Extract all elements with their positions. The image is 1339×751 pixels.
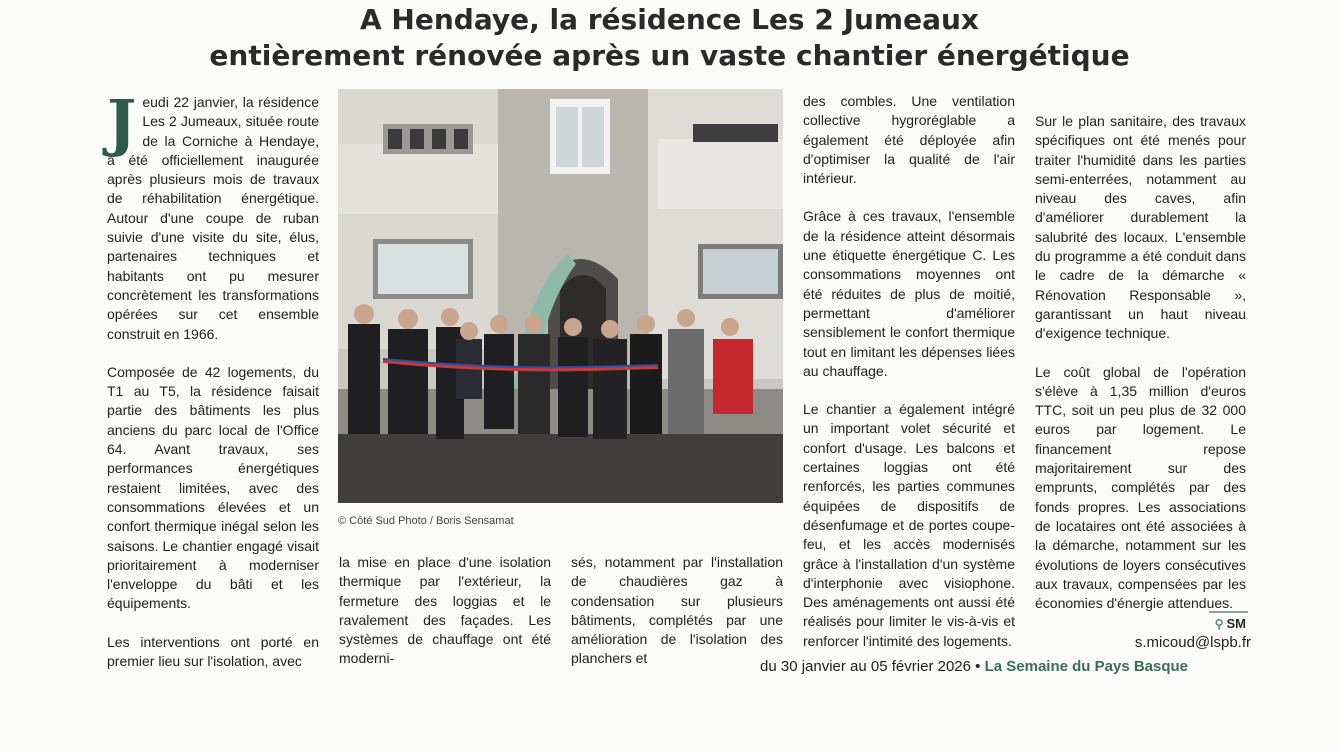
author-email: s.micoud@lspb.fr (1134, 634, 1251, 651)
issue-dates: du 30 janvier au 05 février 2026 (760, 658, 971, 675)
author-initials (1215, 616, 1246, 631)
publication-name: La Semaine du Pays Basque (984, 658, 1189, 675)
article-column-1 (107, 86, 319, 690)
paragraph-security: Le chantier a également intégré un important volet sécurité et confort d'usage. Les balcons et certaines loggias ont été renforcés, les parties communes équipées de dispositifs de désenfumage et de portes coupe-feu, et les accès modernisés grâce à l'installation d'un système d'interphonie avec visiophone. Des aménagements ont aussi été réalisés pour limiter le vis-à-vis et renforcer l'intimité des logements. (803, 401, 1015, 649)
paragraph-ventilation: des combles. Une ventilation collective hygroréglable a également été déployée afin d'optimiser la qualité de l'air intérieur. (803, 93, 1015, 187)
article-column-5 (1035, 112, 1246, 632)
leaf-icon: ⚲ (1214, 617, 1224, 631)
paragraph-interventions: Les interventions ont porté en premier lieu sur l'isolation, avec (107, 633, 319, 670)
inauguration-photo (338, 89, 783, 503)
article-column-3 (571, 553, 783, 688)
paragraph-residence: Composée de 42 logements, du T1 au T5, la résidence faisait partie des bâtiments les plus anciens du parc local de l'Office 64. Avant travaux, ses performances énergétiques restaient limitées, avec des consommations élevées et un confort thermique inégal selon les saisons. Le chantier engagé visait prioritairement à moderniser l'enveloppe du bâti et les équipements. (107, 363, 319, 612)
footer-separator: • (975, 658, 981, 675)
article-column-4 (803, 92, 1015, 670)
headline-line-2: entièrement rénovée après un vaste chantier énergétique (209, 39, 1130, 72)
photo-credit: © Côté Sud Photo / Boris Sensamat (338, 515, 514, 527)
article-headline (0, 2, 1339, 74)
author-initials-text: SM (1226, 616, 1246, 631)
headline-line-1: A Hendaye, la résidence Les 2 Jumeaux (360, 3, 979, 36)
paragraph-isolation: la mise en place d'une isolation thermique par l'extérieur, la fermeture des loggias et le ravalement des façades. Les systèmes de chauffage ont été moderni- (339, 554, 551, 667)
paragraph-chauffage: sés, notamment par l'installation de chaudières gaz à condensation sur plusieurs bâtiments, complétés par une amélioration de l'isolation des planchers et (571, 554, 783, 667)
paragraph-sanitary: Sur le plan sanitaire, des travaux spécifiques ont été menés pour traiter l'humidité dans les parties semi-enterrées, notamment au niveau des caves, afin d'améliorer durablement la salubrité des locaux. L'ensemble du programme a été conduit dans le cadre de la démarche « Rénovation Responsable », garantissant un haut niveau d'exigence technique. (1035, 113, 1246, 342)
paragraph-intro (107, 86, 319, 344)
drop-cap: J (107, 86, 137, 159)
paragraph-energy-label: Grâce à ces travaux, l'ensemble de la résidence atteint désormais une étiquette énergétique C. Les consommations moyennes ont été réduites de plus de moitié, permettant d'améliorer sensiblement le confort thermique tout en limitant les dépenses liées au chauffage. (803, 208, 1015, 379)
paragraph-financing: Le coût global de l'opération s'élève à 1,35 million d'euros TTC, soit un peu plus de 32 000 euros par logement. Le financement repose majoritairement sur des emprunts, complétés par des fonds propres. Les associations de locataires ont été associées à la démarche, notamment sur les évolutions de loyers consécutives aux travaux, compensées par les économies d'énergie attendues. (1035, 363, 1246, 612)
page-footer (760, 658, 1188, 675)
article-column-2 (339, 553, 551, 688)
paragraph-intro-text: eudi 22 janvier, la résidence Les 2 Jumeaux, située route de la Corniche à Hendaye, a été officiellement inaugurée après plusieurs mois de travaux de réhabilitation énergétique. Autour d'une coupe de ruban suivie d'une visite du site, élus, partenaires techniques et habitants ont pu mesurer concrètement les transformations opérées sur cet ensemble construit en 1966. (107, 94, 319, 342)
